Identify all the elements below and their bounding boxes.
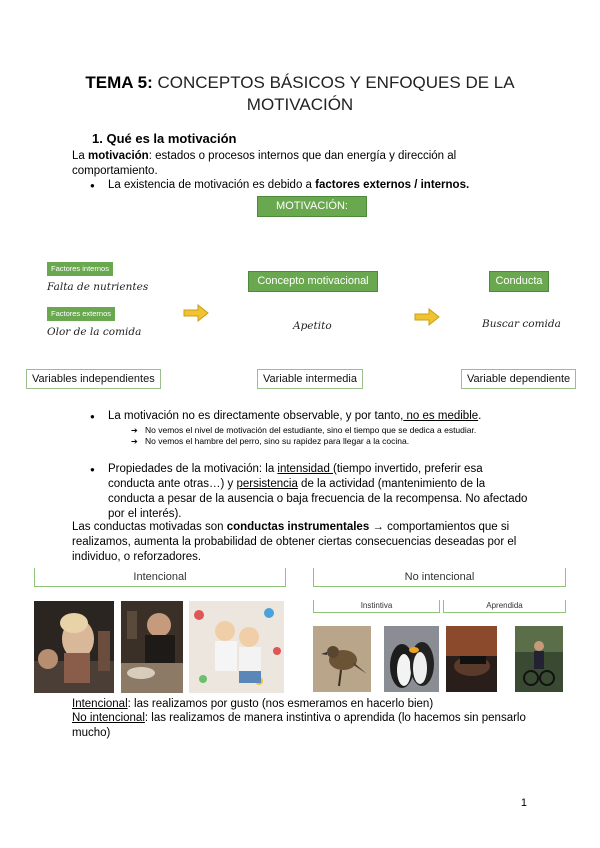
b3-intensidad: intensidad [277, 463, 334, 475]
def-no-intencional-term: No intencional [72, 712, 145, 724]
sub-bullet-perro: ➔ No vemos el hambre del perro, sino su rapidez para llegar a la cocina. [145, 436, 525, 447]
hand-olor-comida: Olor de la comida [47, 326, 142, 338]
bullet-factores [108, 178, 508, 193]
b2-post: . [478, 410, 482, 422]
label-conducta: Conducta [489, 271, 549, 292]
bullet-propiedades [108, 462, 528, 522]
hand-buscar-comida: Buscar comida [482, 318, 561, 330]
photo-children-playing [189, 601, 284, 693]
b2-pre: La motivación no es directamente observable, y por tanto, [108, 410, 404, 422]
page-number: 1 [520, 797, 527, 809]
photo-penguins [384, 626, 439, 692]
bullet1-pre: La existencia de motivación es debido a [108, 179, 316, 191]
instr-pre: Las conductas motivadas son [72, 521, 227, 533]
definition-intencional [72, 697, 532, 712]
photo-hand-phone [446, 626, 497, 692]
b3-pre: Propiedades de la motivación: la [108, 463, 278, 475]
tab-aprendida: Aprendida [443, 600, 566, 613]
page-title [60, 72, 540, 116]
tab-intencional: Intencional [34, 568, 286, 587]
section-heading: 1. Qué es la motivación [92, 131, 237, 146]
sub-bullet-estudiante: ➔ No vemos el nivel de motivación del estudiante, sino el tiempo que se dedica a estudiar. [145, 425, 525, 436]
b3-post: de la actividad (mantenimiento de la conducta a pesar de la ausencia o baja frecuencia de la recompensa. No afectado por el interés). [108, 478, 528, 520]
photo-cooking [121, 601, 183, 693]
box-variable-intermedia: Variable intermedia [257, 369, 363, 389]
instr-post: → comportamientos que si realizamos, aumenta la probabilidad de obtener ciertas consecuencias deseadas por el individuo, o reforzadores. [72, 521, 517, 563]
label-factores-internos: Factores internos [47, 262, 113, 276]
arrow-right-icon [183, 304, 209, 322]
b2-underline: no es medible [403, 410, 479, 422]
title-rest: CONCEPTOS BÁSICOS Y ENFOQUES DE LA MOTIVACIÓN [152, 73, 515, 114]
arrow-right-icon [414, 308, 440, 326]
definition-no-intencional [72, 711, 532, 741]
motivation-definition [72, 149, 472, 179]
def-no-intencional-text: : las realizamos de manera instintiva o aprendida (lo hacemos sin pensarlo mucho) [72, 712, 526, 739]
b3-persistencia: persistencia [236, 478, 298, 490]
tab-instintiva: Instintiva [313, 600, 440, 613]
instrumental-paragraph [72, 520, 522, 565]
hand-falta-nutrientes: Falta de nutrientes [47, 281, 149, 293]
photo-bird [313, 626, 371, 692]
def-rest: : estados o procesos internos que dan energía y dirección al comportamiento. [72, 150, 457, 177]
def-bold: motivación [88, 150, 149, 162]
bullet1-bold: factores externos / internos. [315, 179, 470, 191]
instr-bold: conductas instrumentales [226, 521, 370, 533]
hand-apetito: Apetito [293, 320, 332, 332]
bullet-no-observable [108, 409, 528, 424]
photo-cyclist [515, 626, 563, 692]
def-intencional-text: : las realizamos por gusto (nos esmeramos en hacerlo bien) [127, 698, 434, 710]
def-pre: La [72, 150, 88, 162]
b3-mid: (tiempo invertido, preferir esa conducta ante otras…) y [108, 463, 483, 490]
photo-people-dancing [34, 601, 114, 693]
title-bold: TEMA 5: [85, 73, 153, 92]
def-intencional-term: Intencional [72, 698, 128, 710]
box-variable-dependiente: Variable dependiente [461, 369, 576, 389]
label-factores-externos: Factores externos [47, 307, 115, 321]
tab-no-intencional: No intencional [313, 568, 566, 587]
box-variables-independientes: Variables independientes [26, 369, 161, 389]
label-concepto-motivacional: Concepto motivacional [248, 271, 378, 292]
diagram-header-motivacion: MOTIVACIÓN: [257, 196, 367, 217]
